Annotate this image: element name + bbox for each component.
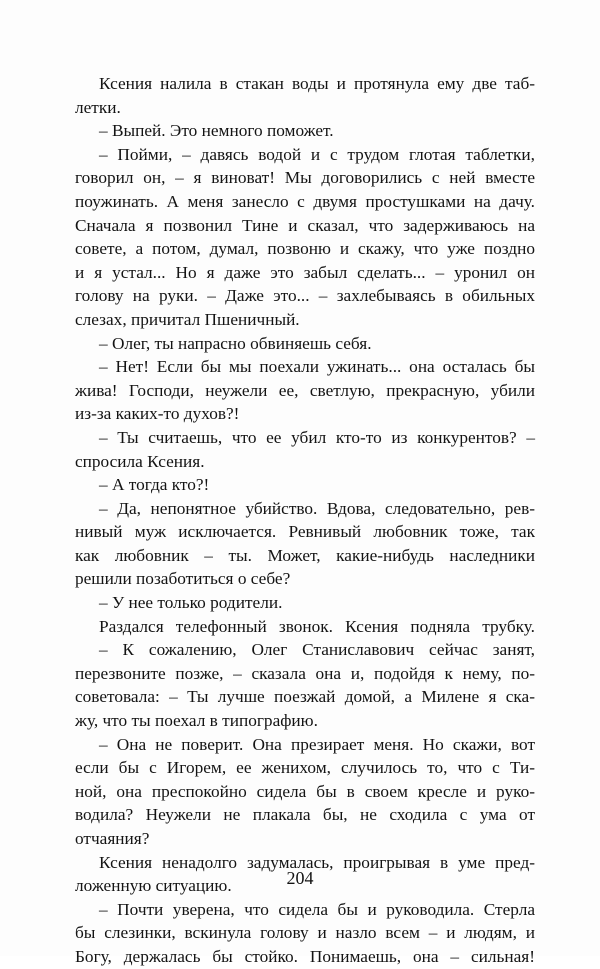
- text-line: летки.: [75, 97, 121, 117]
- text-line: поужинать. А меня занесло с двумя простушками на дачу.: [75, 191, 535, 211]
- text-line: ной, она преспокойно сидела бы в своем кресле и руко-: [75, 781, 535, 801]
- text-line: слезах, причитал Пшеничный.: [75, 309, 300, 329]
- text-line: – Ты считаешь, что ее убил кто-то из конкурентов? –: [99, 427, 535, 447]
- text-line: как любовник – ты. Может, какие-нибудь наследники: [75, 545, 535, 565]
- text-line: советовала: – Ты лучше поезжай домой, а Милене я ска-: [75, 687, 535, 707]
- text-line: – Выпей. Это немного поможет.: [99, 121, 334, 141]
- text-line: Раздался телефонный звонок. Ксения подняла трубку.: [99, 616, 535, 636]
- text-line: – Олег, ты напрасно обвиняешь себя.: [99, 333, 372, 353]
- text-line: жу, что ты поехал в типографию.: [75, 711, 318, 731]
- page-number: 204: [286, 868, 314, 888]
- text-line: Богу, держалась бы стойко. Понимаешь, она – сильная!: [75, 946, 535, 966]
- text-line: – Пойми, – давясь водой и с трудом глотая таблетки,: [99, 144, 535, 164]
- text-line: решили позаботиться о себе?: [75, 569, 291, 589]
- text-line: водила? Неужели не плакала бы, не сходила с ума от: [75, 805, 535, 825]
- text-line: Ксения ненадолго задумалась, проигрывая в уме пред-: [99, 852, 535, 872]
- text-line: – Она не поверит. Она презирает меня. Но скажи, вот: [99, 734, 535, 754]
- text-line: отчаяния?: [75, 829, 150, 848]
- text-line: ложенную ситуацию.: [75, 876, 232, 896]
- text-line: и я устал... Но я даже это забыл сделать... – уронил он: [75, 262, 535, 282]
- text-line: – Почти уверена, что сидела бы и руководила. Стерла: [99, 899, 535, 919]
- text-line: – Нет! Если бы мы поехали ужинать... она осталась бы: [99, 357, 535, 377]
- text-line: бы слезинки, вскинула голову и назло всем – и людям, и: [75, 923, 535, 943]
- text-line: из-за каких-то духов?!: [75, 404, 240, 424]
- text-line: если бы с Игорем, ее женихом, случилось то, что с Ти-: [75, 758, 535, 778]
- body-text: [75, 72, 535, 969]
- text-line: – У нее только родители.: [99, 593, 283, 613]
- text-line: перезвоните позже, – сказала она и, подойдя к нему, по-: [75, 663, 535, 683]
- text-line: говорил он, – я виноват! Мы договорились с ней вместе: [75, 168, 535, 188]
- text-line: жива! Господи, неужели ее, светлую, прекрасную, убили: [75, 380, 535, 400]
- text-line: – А тогда кто?!: [99, 475, 210, 495]
- text-line: Ксения налила в стакан воды и протянула ему две таб-: [99, 74, 535, 93]
- text-line: нивый муж исключается. Ревнивый любовник тоже, так: [75, 522, 535, 542]
- text-line: – К сожалению, Олег Станиславович сейчас занят,: [99, 640, 535, 660]
- text-line: совете, а потом, думал, позвоню и скажу, что уже поздно: [75, 239, 535, 259]
- text-line: спросила Ксения.: [75, 451, 205, 471]
- text-line: – Да, непонятное убийство. Вдова, следовательно, рев-: [99, 498, 535, 518]
- text-line: Сначала я позвонил Тине и сказал, что задерживаюсь на: [75, 215, 535, 235]
- text-line: голову на руки. – Даже это... – захлебываясь в обильных: [75, 286, 535, 306]
